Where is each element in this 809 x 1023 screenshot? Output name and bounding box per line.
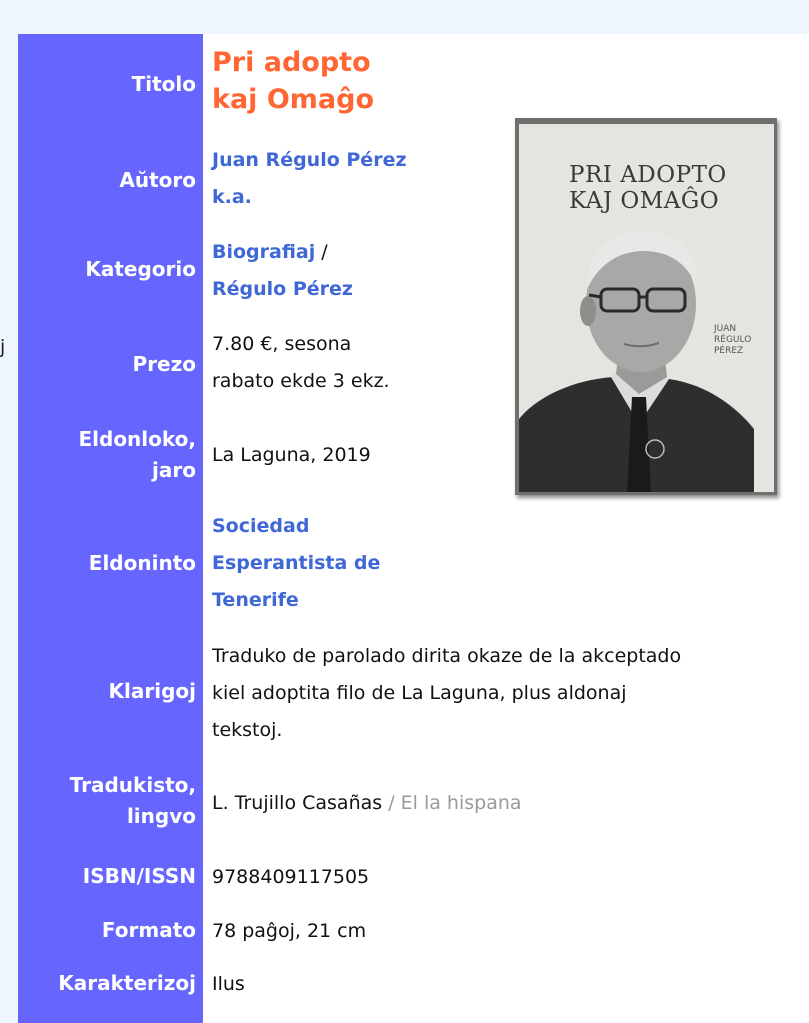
price-value: 7.80 €, sesona rabato ekde 3 ekz.: [212, 333, 390, 392]
left-margin: [0, 34, 18, 1023]
author-link[interactable]: Juan Régulo Pérez k.a.: [212, 149, 407, 208]
label-eldonloko: Eldonloko, jaro: [78, 427, 196, 482]
label-autoro: Aŭtoro: [119, 168, 196, 192]
label-eldoninto: Eldoninto: [88, 551, 196, 575]
isbn-value: 9788409117505: [212, 866, 370, 888]
book-cover-image[interactable]: [515, 118, 777, 495]
cover-background: [519, 124, 774, 492]
place-year-value: La Laguna, 2019: [212, 444, 371, 466]
label-formato: Formato: [101, 918, 196, 942]
format-value: 78 paĝoj, 21 cm: [212, 920, 367, 942]
top-band: [0, 0, 809, 34]
clipped-text: j: [0, 336, 6, 358]
publisher-value: [212, 508, 380, 619]
description-value: Traduko de parolado dirita okaze de la akceptado kiel adoptita filo de La Laguna, plus aldonaj tekstoj.: [212, 645, 682, 741]
translation-language: / El la hispana: [382, 792, 522, 814]
label-tradukisto: Tradukisto, lingvo: [69, 773, 196, 828]
publisher-link[interactable]: Sociedad Esperantista de Tenerife: [212, 515, 381, 611]
label-klarigoj: Klarigoj: [108, 679, 196, 703]
category-value: [212, 234, 353, 308]
label-karakterizoj: Karakterizoj: [58, 971, 196, 995]
label-kategorio: Kategorio: [85, 257, 196, 281]
label-isbn: ISBN/ISSN: [82, 864, 196, 888]
cover-author: JUAN RÉGULO PÉREZ: [714, 324, 752, 356]
book-title: Pri adopto kaj Omaĝo: [212, 47, 375, 115]
category-link-regulo-perez[interactable]: Régulo Pérez: [212, 278, 353, 300]
author-value: [212, 142, 407, 216]
characteristics-value: Ilus: [212, 973, 245, 995]
translator-value: [212, 785, 522, 822]
label-prezo: Prezo: [132, 352, 196, 376]
category-separator: /: [315, 241, 328, 263]
translator-name: L. Trujillo Casañas: [212, 792, 383, 814]
category-link-biografiaj[interactable]: Biografiaj: [212, 241, 316, 263]
cover-title: PRI ADOPTO KAJ OMAĜO: [569, 162, 727, 214]
label-titolo: Titolo: [131, 72, 196, 96]
